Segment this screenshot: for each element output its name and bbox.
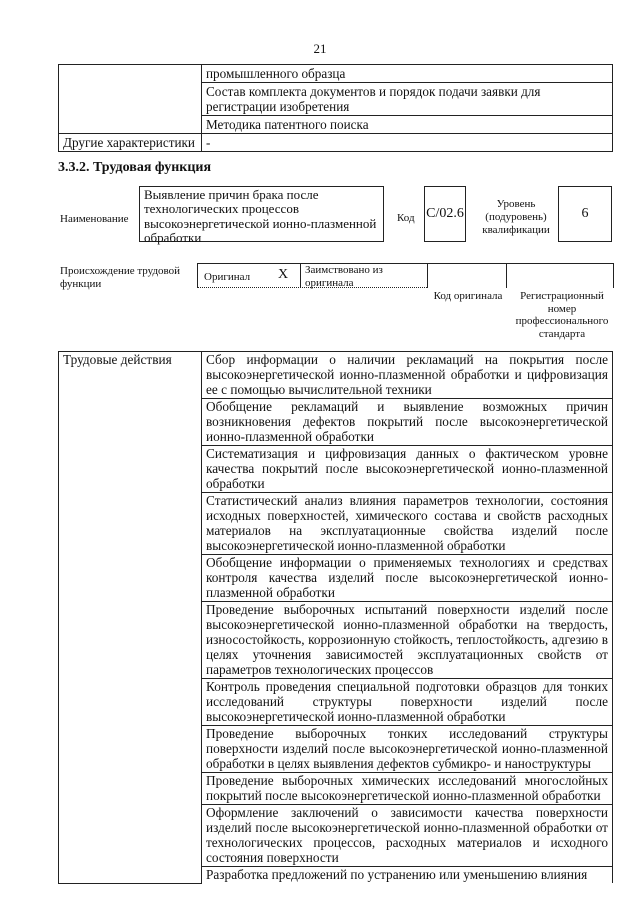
- labor-action-item: Проведение выборочных химических исследований многослойных покрытий после высокоэнергетической ионно-плазменной обработки: [202, 773, 613, 805]
- function-code: C/02.6: [424, 186, 466, 242]
- level-label: Уровень (подуровень) квалификации: [482, 198, 550, 236]
- origin-row: [197, 263, 614, 288]
- code-original-cell: [428, 264, 507, 288]
- origin-underline: [197, 287, 299, 288]
- labor-actions-label: Трудовые действия: [59, 352, 202, 884]
- code-label: Код: [397, 212, 415, 224]
- labor-action-item: Обобщение рекламаций и выявление возможных причин возникновения дефектов покрытий после высокоэнергетической ионно-плазменной обработки: [202, 399, 613, 446]
- labor-action-item: Проведение выборочных испытаний поверхности изделий после высокоэнергетической ионно-плазменной обработки на твердость, износостойкость, коррозионную стойкость, теплостойкость, адгезию в целях уточнения зависимостей эксплуатационных свойств от параметров технологических процессов: [202, 602, 613, 679]
- original-cell: [198, 264, 301, 288]
- qualification-level: 6: [558, 186, 612, 242]
- empty-label-cell: [59, 65, 202, 134]
- other-characteristics-label: Другие характеристики: [59, 134, 202, 152]
- labor-action-item: Статистический анализ влияния параметров технологии, состояния исходных поверхностей, химического состава и свойств расходных материалов на эксплуатационные свойства изделий после высокоэнергетической ионно-плазменной обработки: [202, 493, 613, 555]
- labor-action-item: Сбор информации о наличии рекламаций на покрытия после высокоэнергетической ионно-плазменной обработки и цифровизация ее с помощью вычислительной техники: [202, 352, 613, 399]
- labor-actions-table: [58, 351, 613, 884]
- reg-number-label: Регистрационный номер профессионального стандарта: [515, 290, 609, 340]
- origin-underline: [300, 287, 427, 288]
- original-mark: X: [278, 267, 289, 282]
- borrowed-label: Заимствовано из оригинала: [305, 264, 383, 289]
- labor-action-item: Проведение выборочных тонких исследований структуры поверхности изделий после высокоэнергетической ионно-плазменной обработки в целях выявления дефектов субмикро- и наноструктуры: [202, 726, 613, 773]
- labor-action-item: Систематизация и цифровизация данных о фактическом уровне качества покрытий после высокоэнергетической ионно-плазменной обработки: [202, 446, 613, 493]
- original-label: Оригинал: [204, 271, 251, 283]
- labor-action-item: Оформление заключений о зависимости качества поверхности изделий после высокоэнергетической ионно-плазменной обработки от технологических процессов, расходных материалов и исходного состояния поверхности: [202, 805, 613, 867]
- section-heading: 3.3.2. Трудовая функция: [58, 160, 212, 175]
- labor-action-item: Обобщение информации о применяемых технологиях и средствах контроля качества изделий после высокоэнергетической ионно-плазменной обработки: [202, 555, 613, 602]
- reg-number-cell: [507, 264, 613, 288]
- knowledge-item: Состав комплекта документов и порядок подачи заявки для регистрации изобретения: [202, 83, 613, 116]
- labor-action-item: Контроль проведения специальной подготовки образцов для тонких исследований структуры поверхности изделий после высокоэнергетической ионно-плазменной обработки: [202, 679, 613, 726]
- labor-action-item: Разработка предложений по устранению или уменьшению влияния: [202, 867, 613, 884]
- other-characteristics-value: -: [202, 134, 613, 152]
- origin-label: Происхождение трудовой функции: [60, 265, 181, 290]
- function-name: Выявление причин брака после технологических процессов высокоэнергетической ионно-плазменной обработки: [139, 186, 384, 242]
- page-number: 21: [313, 41, 327, 56]
- knowledge-item: промышленного образца: [202, 65, 613, 83]
- borrowed-cell: [301, 264, 428, 288]
- code-original-label: Код оригинала: [433, 290, 503, 302]
- name-label: Наименование: [60, 213, 129, 225]
- knowledge-item: Методика патентного поиска: [202, 116, 613, 134]
- characteristics-table: [58, 64, 613, 152]
